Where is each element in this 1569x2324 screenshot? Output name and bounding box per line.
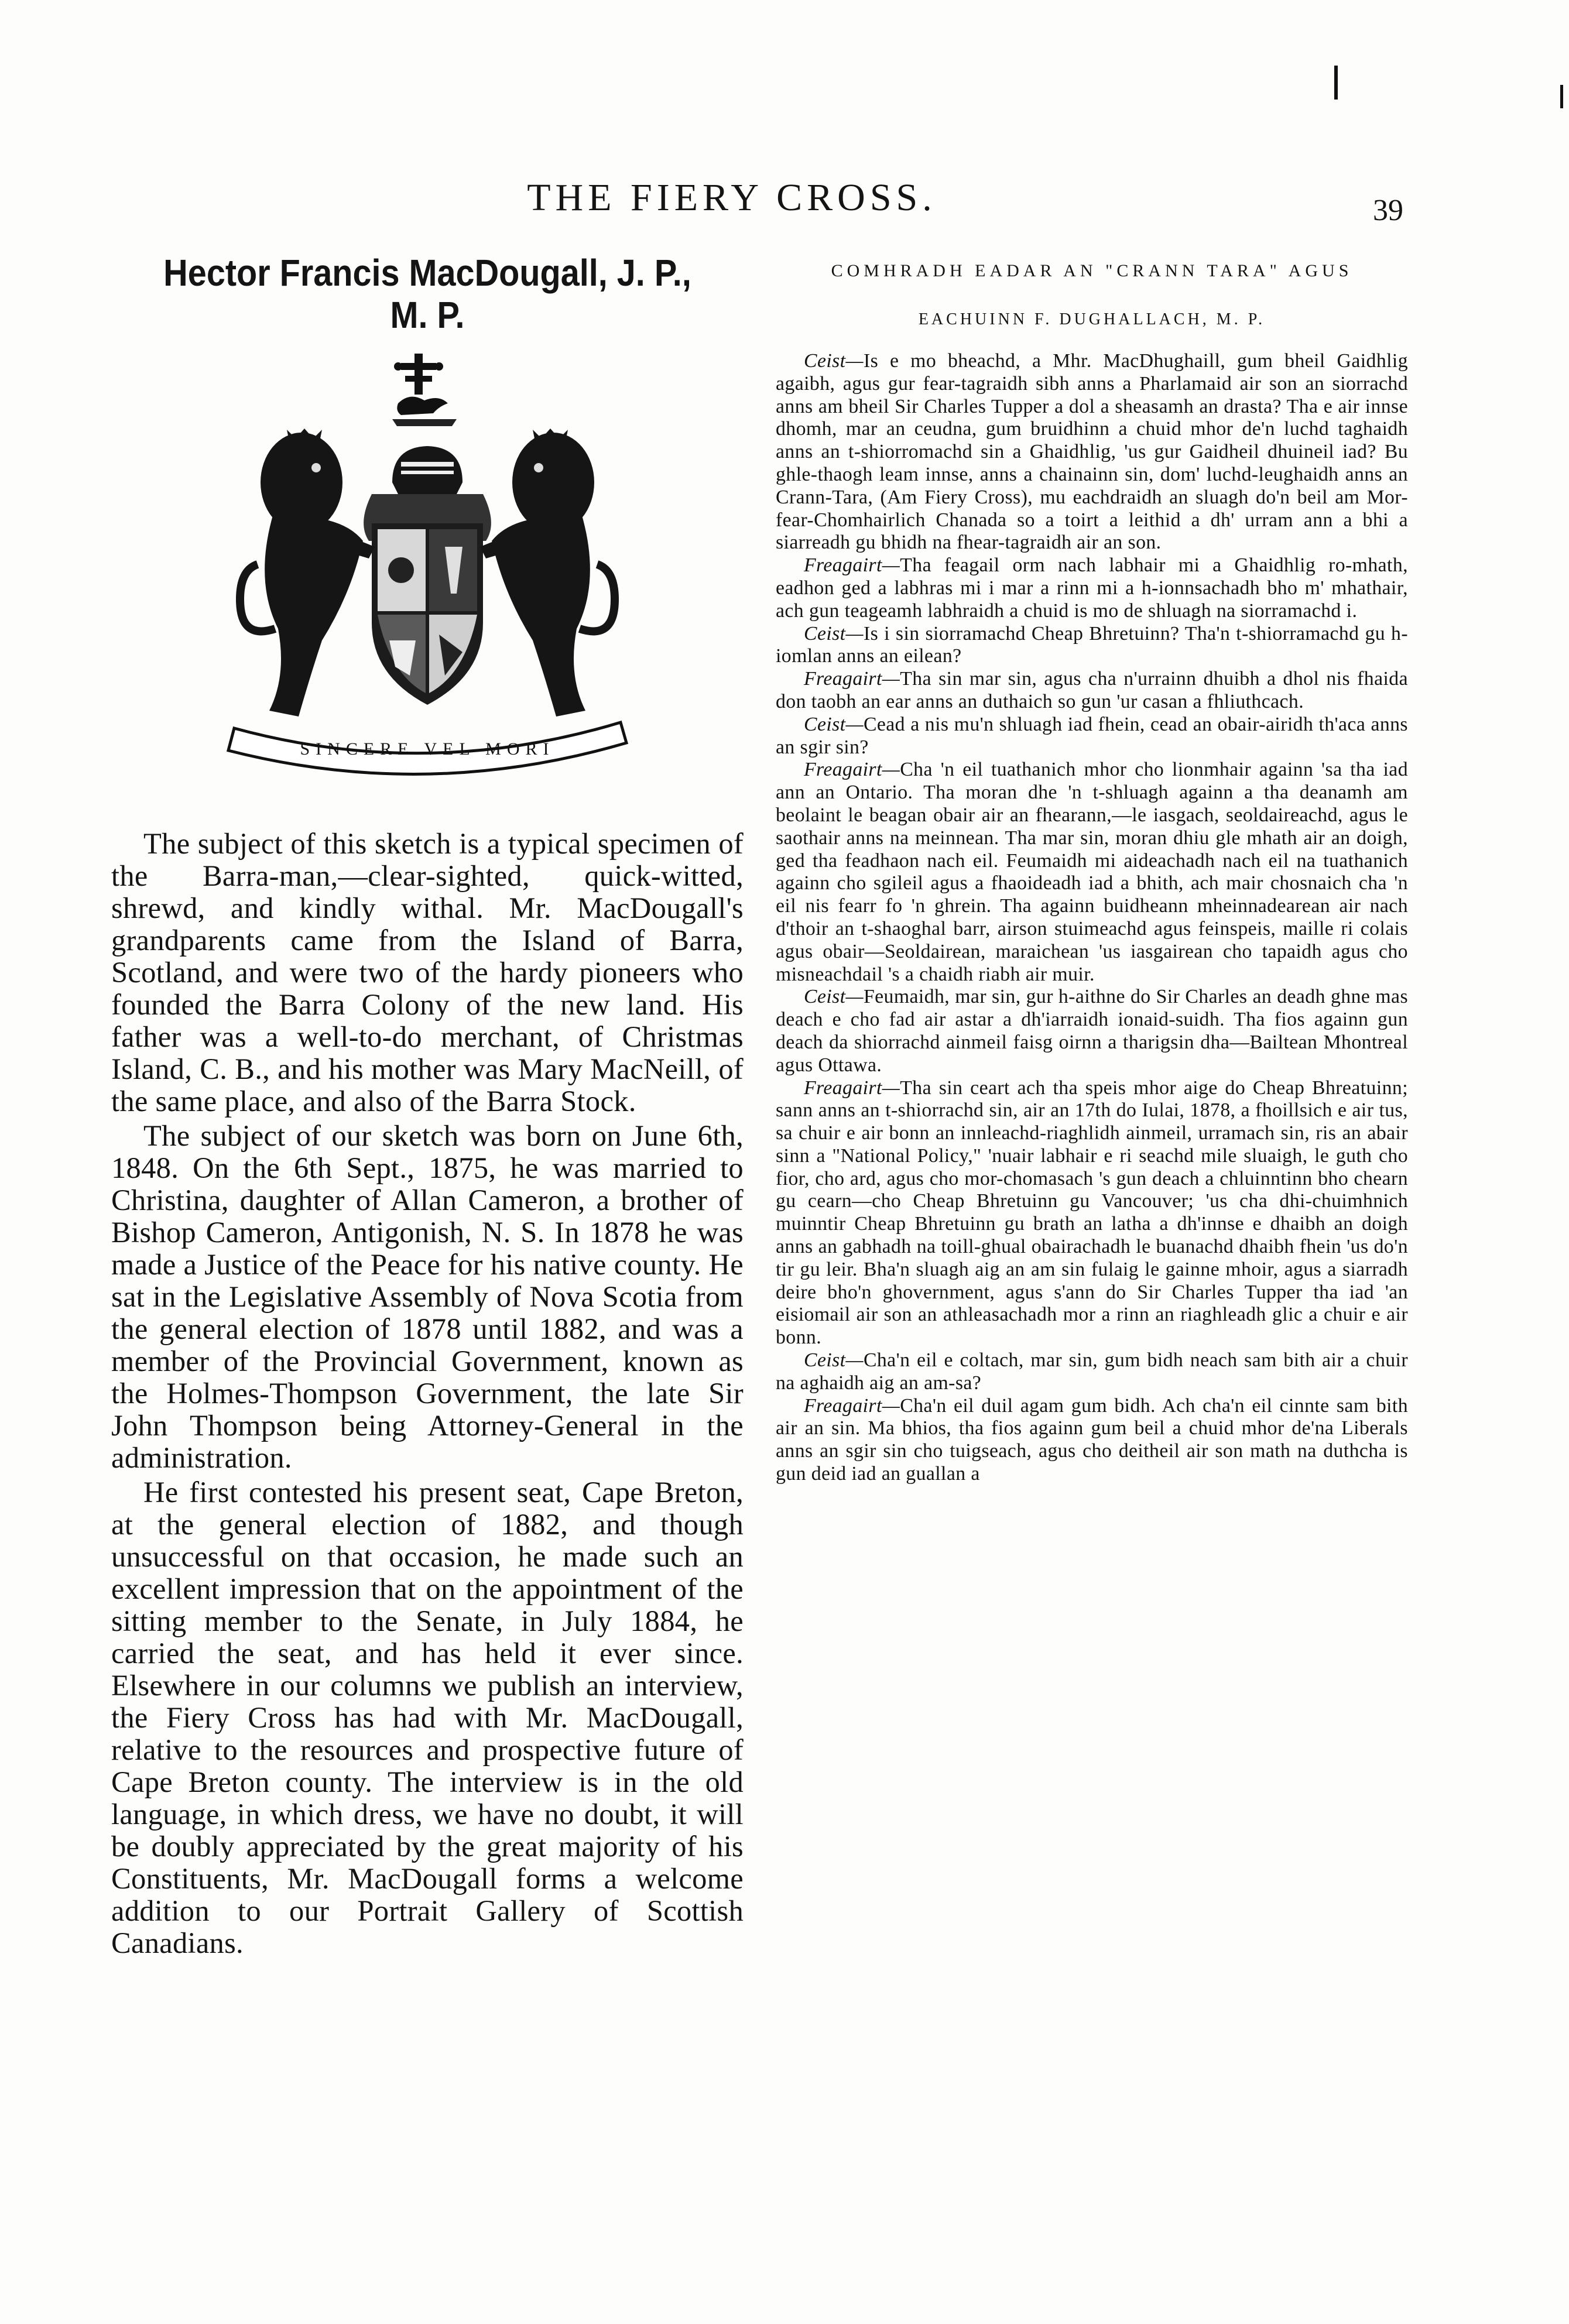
speaker-label: Ceist— xyxy=(804,986,864,1008)
speaker-label: Ceist— xyxy=(804,713,864,735)
motto-text: SINCERE VEL MORI xyxy=(300,739,555,759)
dialogue-turn xyxy=(776,1077,1408,1350)
turn-text: Cha'n eil e coltach, mar sin, gum bidh neach sam bith air a chuir na aghaidh aig an am-sa? xyxy=(776,1349,1408,1394)
turn-text: Cha'n eil duil agam gum bidh. Ach cha'n eil cinnte sam bith air an sin. Ma bhios, tha fios againn gum beil a chuid mhor de'na Liberals anns an sgir sin cho tuigseach, agus cho deitheil air son math na duthcha is gun deid iad an guallan a xyxy=(776,1394,1408,1485)
speaker-label: Freagairt— xyxy=(804,554,900,577)
biography-column xyxy=(111,252,744,1959)
paragraph: He first contested his present seat, Cape Breton, at the general election of 1882, and though unsuccessful on that occasion, he made such an excellent impression that on the appointment of the sitting member to the Senate, in July 1884, he carried the seat, and has held it ever since. Elsewhere in our columns we publish an interview, the Fiery Cross has had with Mr. MacDougall, relative to the resources and prospective future of Cape Breton county. The interview is in the old language, in which dress, we have no doubt, it will be doubly appreciated by the great majority of his Constituents, Mr. MacDougall forms a welcome addition to our Portrait Gallery of Scottish Canadians. xyxy=(111,1476,744,1959)
interview-subheading: EACHUINN F. DUGHALLACH, M. P. xyxy=(918,310,1266,328)
paragraph: The subject of our sketch was born on June 6th, 1848. On the 6th Sept., 1875, he was married to Christina, daughter of Allan Cameron, a brother of Bishop Cameron, Antigonish, N. S. In 1878 he was made a Justice of the Peace for his native county. He sat in the Legislative Assembly of Nova Scotia from the general election of 1878 until 1882, and was a member of the Provincial Government, known as the Holmes-Thompson Government, the late Sir John Thompson being Attorney-General in the administration. xyxy=(111,1119,744,1474)
speaker-label: Ceist— xyxy=(804,1349,864,1372)
dialogue-turn xyxy=(776,986,1408,1077)
lion-supporter-left xyxy=(240,429,375,717)
interview-heading: COMHRADH EADAR AN "CRANN TARA" AGUS xyxy=(831,261,1353,280)
dialogue-turn xyxy=(776,554,1408,622)
scan-mark-top xyxy=(1334,66,1338,100)
heraldic-shield xyxy=(372,523,483,705)
speaker-label: Freagairt— xyxy=(804,1394,900,1417)
article-title: Hector Francis MacDougall, J. P., M. P. xyxy=(163,252,691,336)
helmet xyxy=(392,446,463,494)
cross-crest xyxy=(394,354,443,395)
dialogue-turn xyxy=(776,623,1408,669)
turn-text: Cha 'n eil tuathanich mhor cho lionmhair againn 'sa tha iad ann an Ontario. Tha moran dhe 'n t-shluagh againn a tha deanamh am beolaint le beagan obair air an fhearann,—le iasgach, seoldaireachd, agus le saothair anns na meinnean. Tha mar sin, moran dhiu gle mhath air an doigh, ged tha feadhaon nach eil. Feumaidh mi aideachadh nach eil na tuathanich againn cho sgileil agus a fhaoideadh iad a bhith, ach mair chosnaich cha 'n eil nis fearr fo 'n ghrein. Tha againn buidheann mheinnadearean air nach d'thoir an t-shaoghal barr, airson stuimeachd agus feinspeis, maille ri colais agus obair—Seoldairean, maraichean 'us iasgairean cho tapaidh agus cho misneachdail 's a chaidh riabh air muir. xyxy=(776,759,1408,985)
speaker-label: Freagairt— xyxy=(804,668,900,690)
bird-crest xyxy=(397,397,448,415)
speaker-label: Ceist— xyxy=(804,350,864,372)
dialogue-turn xyxy=(776,668,1408,714)
scan-mark-edge xyxy=(1560,85,1563,108)
motto-ribbon xyxy=(228,722,626,774)
paragraph: The subject of this sketch is a typical specimen of the Barra-man,—clear-sighted, quick-witted, shrewd, and kindly withal. Mr. MacDougall's grandparents came from the Island of Barra, Scotland, and were two of the hardy pioneers who founded the Barra Colony of the new land. His father was a well-to-do merchant, of Christmas Island, C. B., and his mother was Mary MacNeill, of the same place, and also of the Barra Stock. xyxy=(111,827,744,1118)
dialogue-turn xyxy=(776,759,1408,986)
page-number: 39 xyxy=(1373,194,1403,227)
lion-supporter-right xyxy=(480,429,615,717)
turn-text: Tha feagail orm nach labhair mi a Ghaidhlig ro-mhath, eadhon ged a labhras mi i mar a rinn mi a h-ionnsachadh bho m' mhathair, ach gun teageamh labhraidh a chuid is mo de shluagh na siorramachd i. xyxy=(776,554,1408,622)
interview-dialogue xyxy=(776,350,1408,1486)
coat-of-arms-illustration xyxy=(222,348,632,781)
dialogue-turn xyxy=(776,714,1408,759)
turn-text: Is i sin siorramachd Cheap Bhretuinn? Tha'n t-shiorramachd gu h-iomlan anns an eilean? xyxy=(776,622,1408,667)
speaker-label: Freagairt— xyxy=(804,759,900,781)
turn-text: Tha sin mar sin, agus cha n'urrainn dhuibh a dhol nis fhaida don taobh an ear anns an duthaich so gun 'ur casan a fhliuthcach. xyxy=(776,668,1408,712)
biography-body xyxy=(111,828,744,1959)
interview-column xyxy=(776,258,1408,1486)
turn-text: Tha sin ceart ach tha speis mhor aige do Cheap Bhreatuinn; sann anns an t-shiorrachd sin, air an 17th do Iulai, 1878, a fhoillsich e air tus, sa chuir e air bonn an innleachd-riaghlidh ainmeil, urramach sin, ris an abair sinn a "National Policy," 'nuair labhair e ri seachd mile sluaigh, le guth cho fior, cho ard, agus cho mor-chomasach 's gun deach a chluinntinn bho chearn gu cearn—cho Cheap Bhretuinn gu Vancouver; 'us cha dhi-chuimhnich muinntir Cheap Bhretuinn gu brath an latha a dh'innse e dhaibh an doigh anns an gabhadh na toill-ghual obairachadh le buanachd dhaibh fhein 'us do'n tir gu leir. Bha'n sluagh aig an am sin fulaig le gainne mhoir, agus a siarradh deire bho'n ghovernment, agus s'ann do Sir Charles Tupper tha iad 'an eisiomail air son an athleasachadh mor a rinn an riaghleadh glic a chuir e air bonn. xyxy=(776,1077,1408,1349)
running-head: THE FIERY CROSS. xyxy=(527,176,937,219)
turn-text: Is e mo bheachd, a Mhr. MacDhughaill, gum bheil Gaidhlig agaibh, agus gur fear-tagraidh sibh anns a Pharlamaid air son an siorrachd anns am bheil Sir Charles Tupper a dol a sheasamh an drasta? Tha e air innse dhomh, mar an ceudna, gum bruidhinn a chuid mhor de'n luchd taghaidh anns an t-shiorromachd sin a Ghaidhlig, 'us gur Gaidheil dhuineil iad? Bu ghle-thaogh leam innse, anns a chainainn sin, dom' luchd-leughaidh anns an Crann-Tara, (Am Fiery Cross), mu eachdraidh an sluagh do'n beil am Mor-fear-Chomhairlich Chanada so a toirt a leithid a dh' urram ann a bhi a siarreadh gu bhidh na fhear-tagraidh air an son. xyxy=(776,350,1408,554)
dialogue-turn xyxy=(776,1395,1408,1486)
turn-text: Feumaidh, mar sin, gur h-aithne do Sir Charles an deadh ghne mas deach e cho fad air astar a dh'iarraidh ionaid-suidh. Tha fios againn gun deach da shiorrachd ainmeil faisg oirnn a tharigsin dha—Bailtean Mhontreal agus Ottawa. xyxy=(776,986,1408,1076)
speaker-label: Freagairt— xyxy=(804,1077,900,1099)
turn-text: Cead a nis mu'n shluagh iad fhein, cead an obair-airidh th'aca anns an sgir sin? xyxy=(776,713,1408,758)
dialogue-turn xyxy=(776,350,1408,554)
dialogue-turn xyxy=(776,1349,1408,1395)
speaker-label: Ceist— xyxy=(804,622,864,645)
